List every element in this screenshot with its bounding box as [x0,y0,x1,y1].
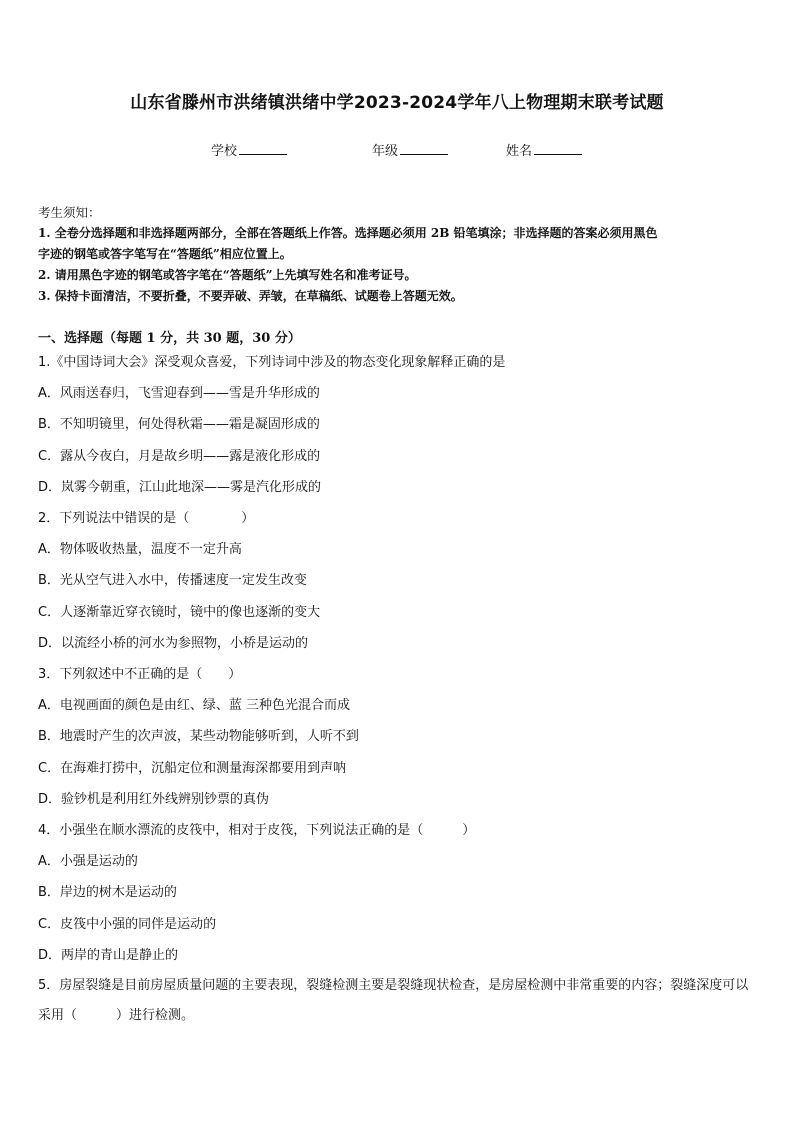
section-heading: 一、选择题（每题 1 分，共 30 题，30 分） [38,331,301,346]
option-a: A．小强是运动的 [38,854,138,870]
option-d: D．以流经小桥的河水为参照物，小桥是运动的 [38,635,309,651]
question-stem: 1.《中国诗词大会》深受观众喜爱，下列诗词中涉及的物态变化现象解释正确的是 [38,355,506,370]
question-1 [38,347,760,503]
option-c: C．人逐渐靠近穿衣镜时，镜中的像也逐渐的变大 [38,604,321,620]
instruction-line: 3. 保持卡面清洁，不要折叠，不要弄破、弄皱，在草稿纸、试题卷上答题无效。 [38,289,463,303]
grade-blank [400,141,448,155]
question-5 [38,971,760,1031]
option-b: B．光从空气进入水中，传播速度一定发生改变 [38,573,307,589]
question-2 [38,503,760,659]
option-b: B．不知明镜里，何处得秋霜——霜是凝固形成的 [38,417,320,433]
student-info-fields [0,140,794,160]
question-stem: 2．下列说法中错误的是（ ） [38,511,255,526]
option-d: D．两岸的青山是静止的 [38,947,179,963]
instruction-line: 字迹的钢笔或答字笔写在“答题纸”相应位置上。 [38,247,292,261]
option-b: B．岸边的树木是运动的 [38,885,177,901]
option-a: A．物体吸收热量，温度不一定升高 [38,542,242,558]
exam-instructions [38,203,760,307]
option-b: B．地震时产生的次声波，某些动物能够听到，人听不到 [38,729,359,745]
option-d: D．验钞机是利用红外线辨别钞票的真伪 [38,791,270,807]
school-field: 学校 [211,140,287,159]
option-d: D．岚雾今朝重，江山此地深——雾是汽化形成的 [38,479,322,495]
question-stem: 3．下列叙述中不正确的是（ ） [38,667,242,682]
school-blank [239,141,287,155]
option-a: A．风雨送春归，飞雪迎春到——雪是升华形成的 [38,386,320,402]
question-stem: 5．房屋裂缝是目前房屋质量问题的主要表现，裂缝检测主要是裂缝现状检查，是房屋检测中非常重要的内容；裂缝深度可以采用（ ）进行检测。 [38,978,749,1023]
question-3 [38,659,760,815]
instruction-line: 1. 全卷分选择题和非选择题两部分，全部在答题纸上作答。选择题必须用 2B 铅笔填涂；非选择题的答案必须用黑色 [38,226,658,240]
instruction-line: 2. 请用黑色字迹的钢笔或答字笔在“答题纸”上先填写姓名和准考证号。 [38,268,417,282]
instructions-heading: 考生须知： [38,205,101,220]
exam-title: 山东省滕州市洪绪镇洪绪中学2023-2024学年八上物理期末联考试题 [130,93,664,113]
option-c: C．皮筏中小强的同伴是运动的 [38,916,217,932]
option-c: C．露从今夜白，月是故乡明——露是液化形成的 [38,448,321,464]
question-4 [38,815,760,971]
option-c: C．在海难打捞中，沉船定位和测量海深都要用到声呐 [38,760,347,776]
option-a: A．电视画面的颜色是由红、绿、蓝 三种色光混合而成 [38,698,351,714]
question-stem: 4．小强坐在顺水漂流的皮筏中，相对于皮筏，下列说法正确的是（ ） [38,823,476,838]
grade-field: 年级 [372,140,448,159]
name-field: 姓名 [506,140,582,159]
name-blank [534,141,582,155]
